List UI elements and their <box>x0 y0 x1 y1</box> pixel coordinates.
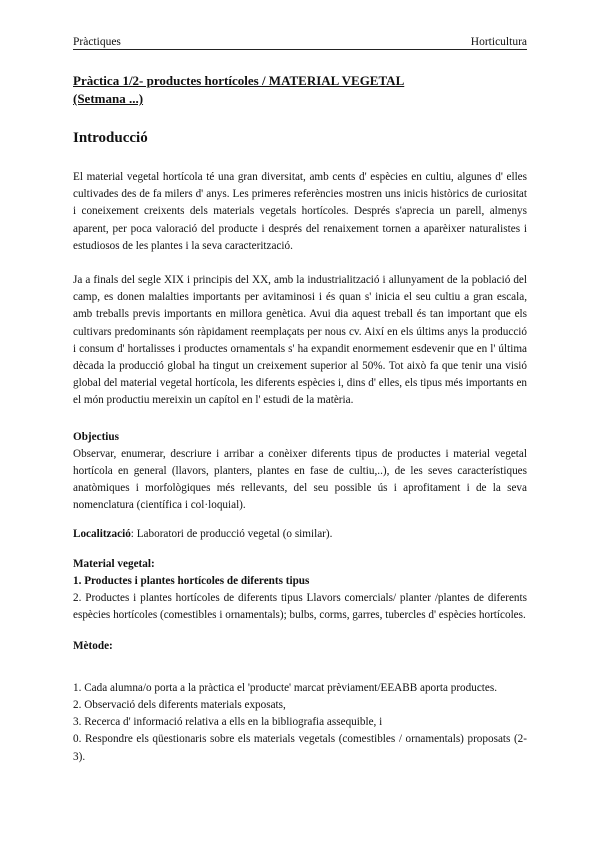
list-item: 1. Cada alumna/o porta a la pràctica el 'producte' marcat prèviament/EEABB aporta productes. <box>73 681 498 694</box>
localitzacio <box>73 526 527 543</box>
list-item: 3. Recerca d' informació relativa a ells en la bibliografia assequible, i <box>73 716 383 729</box>
metode-steps <box>73 680 527 766</box>
material-vegetal-section <box>73 556 527 625</box>
page-content <box>73 72 527 766</box>
metode-section <box>73 638 527 766</box>
material-vegetal-heading: Material vegetal: <box>73 557 155 570</box>
header-left: Pràctiques <box>73 36 121 48</box>
page-title <box>73 72 527 108</box>
material-item-1: 1. Productes i plantes hortícoles de diferents tipus <box>73 575 310 588</box>
title-line-2: (Setmana ...) <box>73 91 144 106</box>
page-header <box>73 36 527 50</box>
localitzacio-text: : Laboratori de producció vegetal (o similar). <box>130 527 333 540</box>
localitzacio-label: Localització <box>73 527 131 540</box>
introduccio-paragraph-1: El material vegetal hortícola té una gran diversitat, amb cents d' espècies en cultiu, algunes d' elles cultivades des de fa milers d' anys. Les primeres referències mostren uns inicis històrics de curiositat i coneixement creixents dels materials vegetals hortícoles. Després s'aprecia un parell, almenys aparent, per poca valoració del producte i després del renaixement tornen a aparèixer naturalistes i estudiosos de les plantes i la seva caracterització. <box>73 171 527 252</box>
objectius-text: Observar, enumerar, descriure i arribar a conèixer diferents tipus de productes i material vegetal hortícola en general (llavors, planters, plantes en fase de cultiu,..), de les seves característiques anatòmiques i morfològiques més rellevants, del seu possible ús i aprofitament i de la seva nomenclatura (científica i col·loquial). <box>73 447 527 512</box>
material-item-2: 2. Productes i plantes hortícoles de diferents tipus Llavors comercials/ planter /plantes de diferents espècies hortícoles (comestibles i ornamentals); bulbs, corms, garres, tubercles d' espècies hortícoles. <box>73 592 527 622</box>
objectius-heading: Objectius <box>73 430 119 443</box>
header-right: Horticultura <box>470 36 527 48</box>
introduccio-heading: Introducció <box>73 130 148 146</box>
list-item: 2. Observació dels diferents materials exposats, <box>73 699 286 712</box>
metode-heading: Mètode: <box>73 639 113 652</box>
introduccio-paragraph-2: Ja a finals del segle XIX i principis del XX, amb la industrialització i allunyament de la població del camp, es donen malalties importants per avitaminosi i és quan s' inicia el seu cultiu a gran escala, amb treballs previs importants en millora genètica. Avui dia aquest treball és tan important que els cultivars predominants són ràpidament reemplaçats per nous cv. Així en els últims anys la producció i consum d' hortalisses i productes ornamentals s' ha expandit enormement esdevenir que en l' última dècada la producció global ha tingut un creixement superior al 50%. Tot això fa que tenir una visió global del material vegetal hortícola, les diferents espècies i, dins d' elles, els tipus més importants en el món productiu mereixin un capítol en l' estudi de la matèria. <box>73 274 527 407</box>
list-item: 0. Respondre els qüestionaris sobre els materials vegetals (comestibles / ornamentals) proposats (2-3). <box>73 733 527 763</box>
title-line-1: Pràctica 1/2- productes hortícoles / MATERIAL VEGETAL <box>73 73 405 88</box>
